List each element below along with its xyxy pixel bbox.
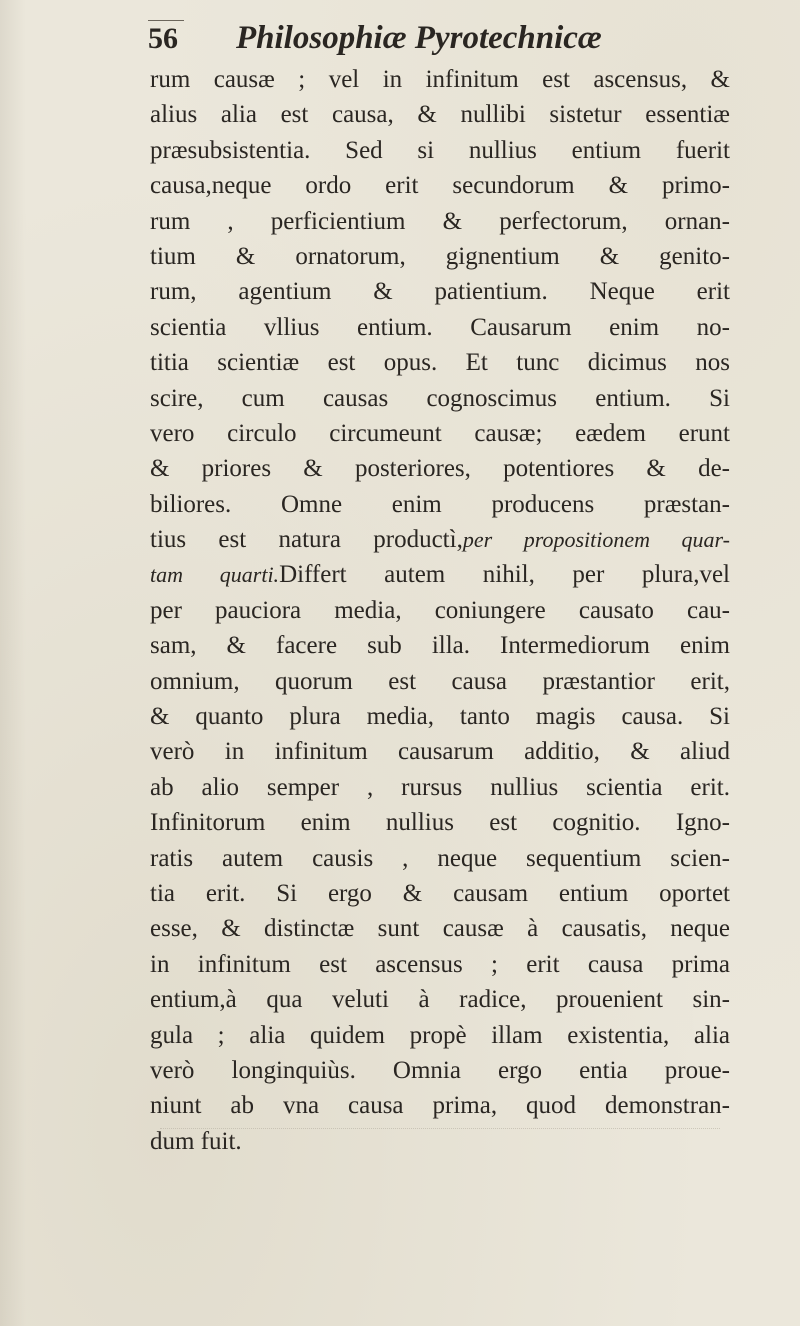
text-line: rum, agentium & patientium. Neque erit <box>150 278 730 306</box>
body-text <box>150 62 730 1159</box>
text-line: tius est natura productì,per propositionem quar- <box>150 526 730 554</box>
text-line: causa,neque ordo erit secundorum & primo- <box>150 172 730 200</box>
text-line: tia erit. Si ergo & causam entium oportet <box>150 879 730 907</box>
text-line: omnium, quorum est causa præstantior erit, <box>150 667 730 695</box>
text-line: entium,à qua veluti à radice, prouenient sin- <box>150 986 730 1014</box>
text-line: Infinitorum enim nullius est cognitio. Igno- <box>150 809 730 837</box>
page-number: 56 <box>148 22 178 55</box>
text-line: verò in infinitum causarum additio, & aliud <box>150 738 730 766</box>
text-line: & priores & posteriores, potentiores & de- <box>150 455 730 483</box>
text-line: rum , perficientium & perfectorum, ornan- <box>150 207 730 235</box>
italic-reference: per propositionem quar- <box>462 527 730 553</box>
text-line: in infinitum est ascensus ; erit causa prima <box>150 950 730 978</box>
italic-reference: tam quarti. <box>150 562 280 588</box>
running-title: Philosophiæ Pyrotechnicæ <box>236 20 602 56</box>
ink-smudge <box>160 1128 720 1135</box>
text-line: titia scientiæ est opus. Et tunc dicimus nos <box>150 349 730 377</box>
header-rule <box>148 20 184 21</box>
text-line: scientia vllius entium. Causarum enim no- <box>150 313 730 341</box>
text-line: ab alio semper , rursus nullius scientia erit. <box>150 773 730 801</box>
page-header <box>148 18 668 66</box>
text-line: vero circulo circumeunt causæ; eædem erunt <box>150 419 730 447</box>
page-edge-shadow <box>0 0 26 1326</box>
text-line: per pauciora media, coniungere causato cau- <box>150 596 730 624</box>
text-line: verò longinquiùs. Omnia ergo entia proue- <box>150 1056 730 1084</box>
text-line: scire, cum causas cognoscimus entium. Si <box>150 384 730 412</box>
text-line: tium & ornatorum, gignentium & genito- <box>150 242 730 270</box>
text-line: gula ; alia quidem propè illam existentia, alia <box>150 1021 730 1049</box>
text-line: biliores. Omne enim producens præstan- <box>150 490 730 518</box>
text-line: præsubsistentia. Sed si nullius entium fuerit <box>150 136 730 164</box>
text-line: & quanto plura media, tanto magis causa. Si <box>150 703 730 731</box>
text-line: sam, & facere sub illa. Intermediorum enim <box>150 632 730 660</box>
text-line: dum fuit. <box>150 1127 242 1155</box>
text-line: tam quarti.Differt autem nihil, per plura,vel <box>150 561 730 589</box>
text-line: rum causæ ; vel in infinitum est ascensus, & <box>150 66 730 93</box>
text-line: ratis autem causis , neque sequentium scien- <box>150 844 730 872</box>
text-line: niunt ab vna causa prima, quod demonstran- <box>150 1092 730 1120</box>
text-line: esse, & distinctæ sunt causæ à causatis, neque <box>150 915 730 943</box>
text-line: alius alia est causa, & nullibi sistetur essentiæ <box>150 101 730 129</box>
